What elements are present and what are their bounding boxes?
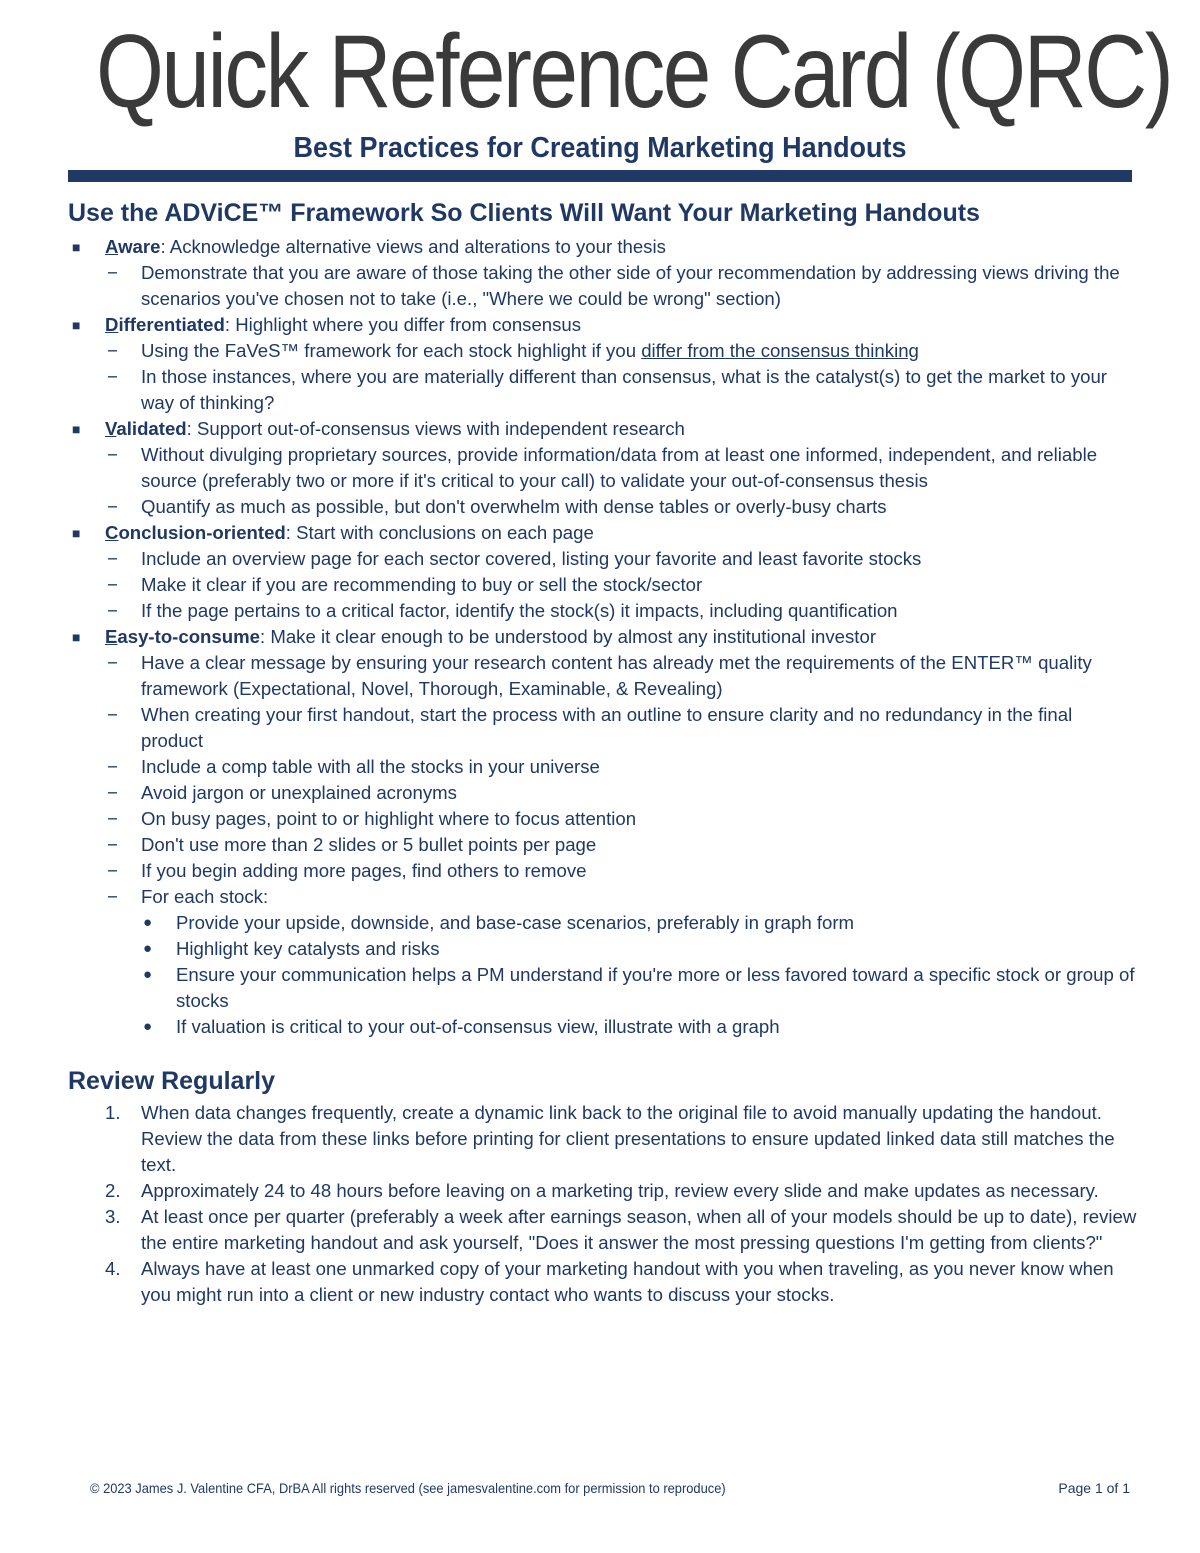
dash-bullet-icon: − xyxy=(107,366,118,387)
advice-list xyxy=(68,234,1138,1040)
advice-term: Easy-to-consume xyxy=(105,626,260,647)
sub-item: − Include a comp table with all the stocks in your universe xyxy=(105,754,1138,780)
dash-bullet-icon: − xyxy=(107,340,118,361)
square-bullet-icon: ■ xyxy=(72,421,81,437)
dot-bullet-icon: ● xyxy=(143,914,153,931)
advice-item-conclusion-oriented xyxy=(68,520,1138,624)
advice-section xyxy=(68,196,1138,1040)
square-bullet-icon: ■ xyxy=(72,317,81,333)
dash-bullet-icon: − xyxy=(107,860,118,881)
sub-item: − Using the FaVeS™ framework for each stock highlight if you differ from the consensus thinking xyxy=(105,338,1138,364)
sub-item: − For each stock: ● Provide your upside, downside, and base-case scenarios, preferably in graph form ● Highlight key catalysts and risks ● Ensure your communication helps a PM understand if you're more or less favored toward a specific stock or group of stocks ● If valuation is critical to your out-of-consensus view, illustrate with a graph xyxy=(105,884,1138,1040)
review-item: 1. When data changes frequently, create a dynamic link back to the original file to avoid manually updating the handout. Review the data from these links before printing for client presentations to ensure updated linked data still matches the text. xyxy=(105,1102,1115,1175)
sub-item: − If you begin adding more pages, find others to remove xyxy=(105,858,1138,884)
stock-sub-item: ● Ensure your communication helps a PM understand if you're more or less favored toward a specific stock or group of stocks xyxy=(143,964,1135,1011)
dash-bullet-icon: − xyxy=(107,886,118,907)
dash-bullet-icon: − xyxy=(107,600,118,621)
header-divider xyxy=(68,170,1132,182)
dash-bullet-icon: − xyxy=(107,652,118,673)
advice-item-differentiated xyxy=(68,312,1138,416)
stock-sub-item: ● If valuation is critical to your out-of-consensus view, illustrate with a graph xyxy=(141,1014,1138,1040)
stock-sub-item: ● Highlight key catalysts and risks xyxy=(141,936,1138,962)
advice-desc: : Support out-of-consensus views with independent research xyxy=(186,418,685,439)
review-heading: Review Regularly xyxy=(68,1067,276,1095)
dot-bullet-icon: ● xyxy=(143,1018,153,1035)
page-title: Quick Reference Card (QRC) xyxy=(96,14,1172,130)
dash-bullet-icon: − xyxy=(107,704,118,725)
sub-item: − Include an overview page for each sector covered, listing your favorite and least favorite stocks xyxy=(105,546,1138,572)
page-subtitle: Best Practices for Creating Marketing Handouts xyxy=(293,132,907,164)
dash-bullet-icon: − xyxy=(107,574,118,595)
dash-bullet-icon: − xyxy=(107,444,118,465)
advice-item-easy-to-consume xyxy=(68,624,1138,1040)
dot-bullet-icon: ● xyxy=(143,940,153,957)
dash-bullet-icon: − xyxy=(107,496,118,517)
review-list xyxy=(68,1100,1138,1308)
sub-item: − Avoid jargon or unexplained acronyms xyxy=(105,780,1138,806)
sub-item: − If the page pertains to a critical factor, identify the stock(s) it impacts, including quantification xyxy=(105,598,1138,624)
dash-bullet-icon: − xyxy=(107,756,118,777)
square-bullet-icon: ■ xyxy=(72,525,81,541)
review-item: 2. Approximately 24 to 48 hours before leaving on a marketing trip, review every slide and make updates as necessary. xyxy=(105,1180,1099,1201)
page-number: Page 1 of 1 xyxy=(1058,1480,1130,1496)
sub-item: − Don't use more than 2 slides or 5 bullet points per page xyxy=(105,832,1138,858)
advice-term: Validated xyxy=(105,418,187,439)
dash-bullet-icon: − xyxy=(107,808,118,829)
dash-bullet-icon: − xyxy=(107,548,118,569)
dash-bullet-icon: − xyxy=(107,834,118,855)
advice-term: Conclusion-oriented xyxy=(105,522,286,543)
square-bullet-icon: ■ xyxy=(72,239,81,255)
advice-desc: : Highlight where you differ from consensus xyxy=(224,314,582,335)
review-item: 4. Always have at least one unmarked copy of your marketing handout with you when traveling, as you never know when you might run into a client or new industry contact who wants to discuss your stocks. xyxy=(105,1258,1114,1305)
dash-bullet-icon: − xyxy=(107,262,118,283)
sub-item: − In those instances, where you are materially different than consensus, what is the catalyst(s) to get the market to your way of thinking? xyxy=(107,366,1107,413)
square-bullet-icon: ■ xyxy=(72,629,81,645)
review-section xyxy=(68,1064,1138,1308)
advice-item-validated xyxy=(68,416,1138,520)
dot-bullet-icon: ● xyxy=(143,966,153,983)
dash-bullet-icon: − xyxy=(107,782,118,803)
advice-desc: : Make it clear enough to be understood by almost any institutional investor xyxy=(260,626,877,647)
sub-item: − Quantify as much as possible, but don't overwhelm with dense tables or overly-busy charts xyxy=(105,494,1138,520)
stock-sub-item: ● Provide your upside, downside, and base-case scenarios, preferably in graph form xyxy=(141,910,1138,936)
advice-desc: : Acknowledge alternative views and alterations to your thesis xyxy=(160,236,666,257)
sub-item: − Have a clear message by ensuring your research content has already met the requirements of the ENTER™ quality framework (Expectational, Novel, Thorough, Examinable, & Revealing) xyxy=(107,652,1092,699)
sub-item: − When creating your first handout, start the process with an outline to ensure clarity and no redundancy in the final product xyxy=(107,704,1073,751)
advice-desc: : Start with conclusions on each page xyxy=(285,522,594,543)
copyright-text: © 2023 James J. Valentine CFA, DrBA All rights reserved (see jamesvalentine.com for permission to reproduce) xyxy=(90,1480,726,1496)
sub-item: − On busy pages, point to or highlight where to focus attention xyxy=(105,806,1138,832)
advice-term: Differentiated xyxy=(105,314,225,335)
sub-item: − Without divulging proprietary sources, provide information/data from at least one informed, independent, and reliable source (preferably two or more if it's critical to your call) to validate your out-of-consensus thesis xyxy=(107,444,1098,491)
sub-item: − Demonstrate that you are aware of those taking the other side of your recommendation by addressing views driving the scenarios you've chosen not to take (i.e., "Where we could be wrong" section) xyxy=(107,262,1120,309)
content xyxy=(68,196,1138,1308)
advice-term: Aware xyxy=(105,236,161,257)
consensus-link[interactable]: differ from the consensus thinking xyxy=(641,340,919,361)
advice-item-aware xyxy=(68,234,1138,312)
review-item: 3. At least once per quarter (preferably a week after earnings season, when all of your models should be up to date), review the entire marketing handout and ask yourself, "Does it answer the most pressing questions I'm getting from clients?" xyxy=(105,1206,1137,1253)
sub-item: − Make it clear if you are recommending to buy or sell the stock/sector xyxy=(105,572,1138,598)
advice-heading: Use the ADViCE™ Framework So Clients Will Want Your Marketing Handouts xyxy=(68,199,980,227)
